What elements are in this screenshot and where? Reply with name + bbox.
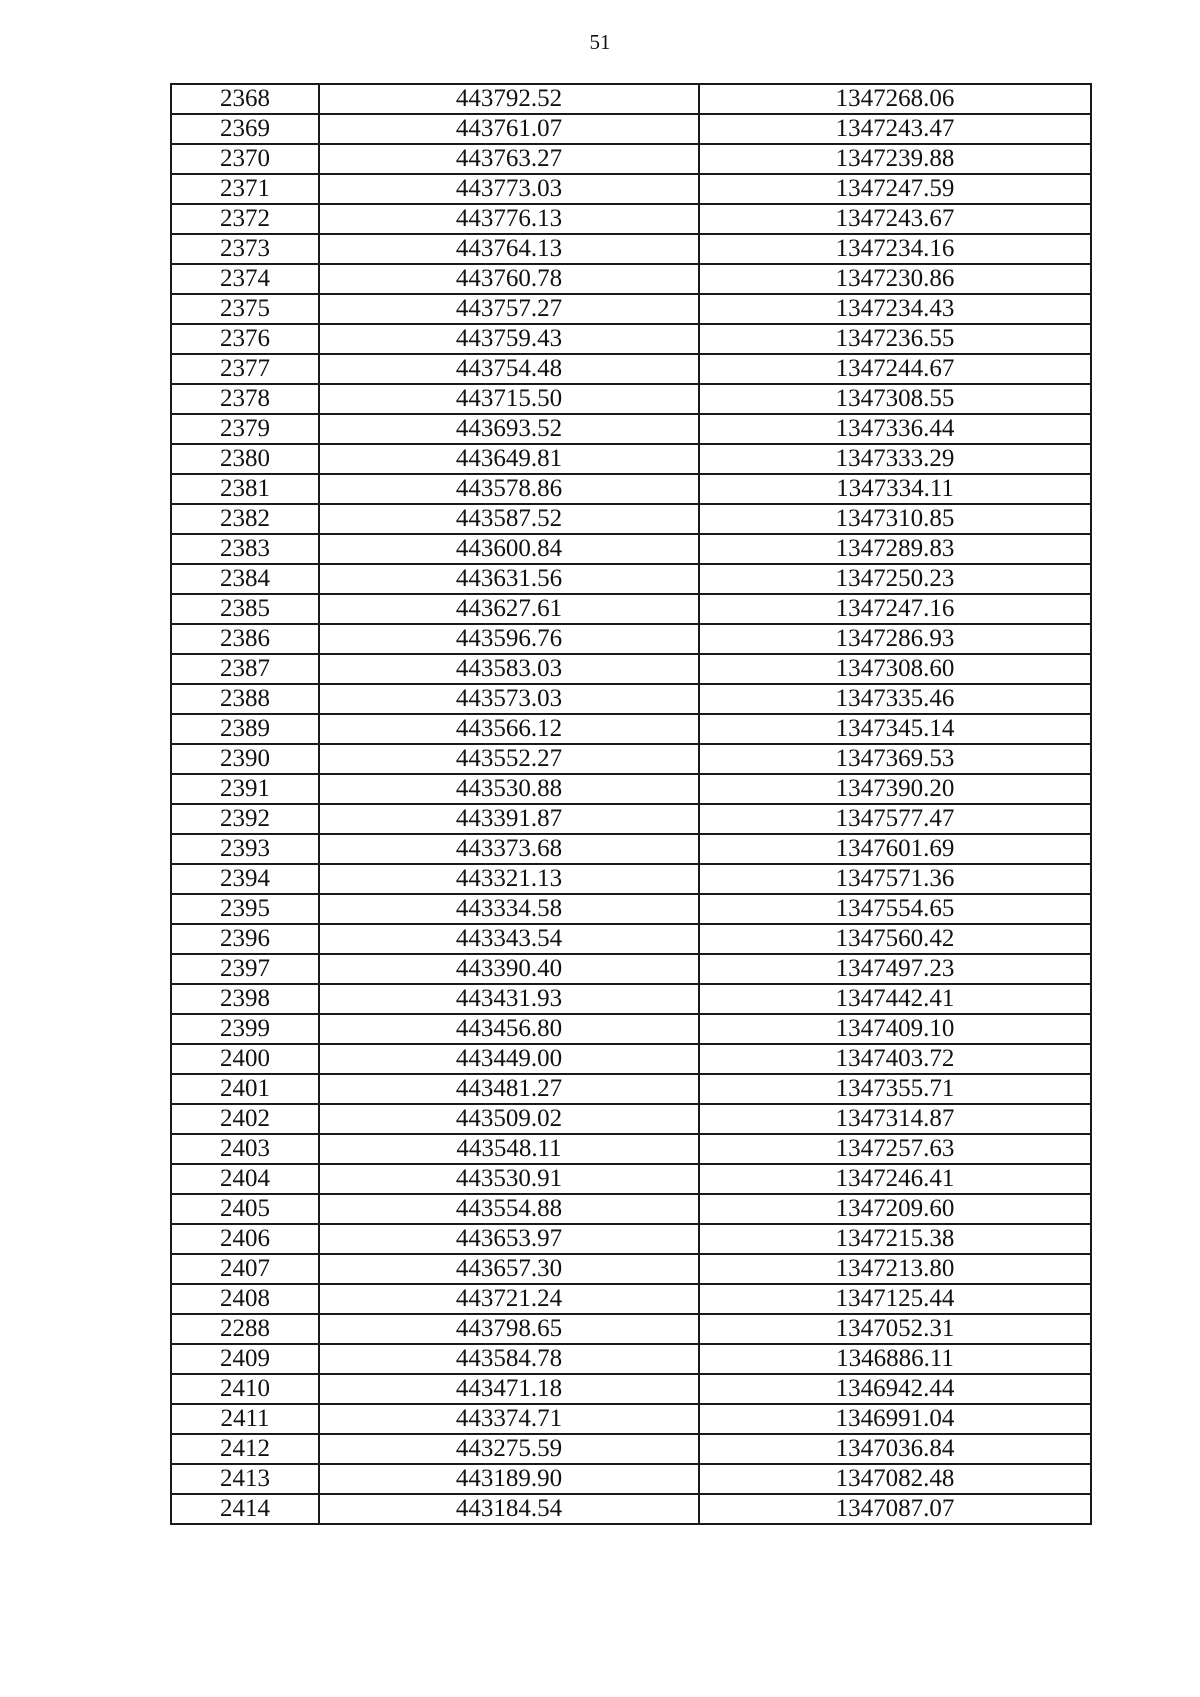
y-coordinate-cell: 1347403.72 — [699, 1044, 1091, 1074]
point-number-cell: 2414 — [171, 1494, 319, 1524]
table-row — [171, 624, 1091, 654]
table-row — [171, 1104, 1091, 1134]
x-coordinate-cell: 443391.87 — [319, 804, 699, 834]
point-number-cell: 2373 — [171, 234, 319, 264]
y-coordinate-cell: 1347234.43 — [699, 294, 1091, 324]
y-coordinate-cell: 1347236.55 — [699, 324, 1091, 354]
x-coordinate-cell: 443649.81 — [319, 444, 699, 474]
x-coordinate-cell: 443798.65 — [319, 1314, 699, 1344]
x-coordinate-cell: 443554.88 — [319, 1194, 699, 1224]
point-number-cell: 2403 — [171, 1134, 319, 1164]
y-coordinate-cell: 1347243.47 — [699, 114, 1091, 144]
point-number-cell: 2399 — [171, 1014, 319, 1044]
x-coordinate-cell: 443189.90 — [319, 1464, 699, 1494]
y-coordinate-cell: 1347234.16 — [699, 234, 1091, 264]
y-coordinate-cell: 1347554.65 — [699, 894, 1091, 924]
y-coordinate-cell: 1347560.42 — [699, 924, 1091, 954]
x-coordinate-cell: 443373.68 — [319, 834, 699, 864]
table-row — [171, 1074, 1091, 1104]
table-row — [171, 1434, 1091, 1464]
y-coordinate-cell: 1347310.85 — [699, 504, 1091, 534]
point-number-cell: 2396 — [171, 924, 319, 954]
x-coordinate-cell: 443552.27 — [319, 744, 699, 774]
point-number-cell: 2371 — [171, 174, 319, 204]
x-coordinate-cell: 443773.03 — [319, 174, 699, 204]
y-coordinate-cell: 1347497.23 — [699, 954, 1091, 984]
y-coordinate-cell: 1347230.86 — [699, 264, 1091, 294]
y-coordinate-cell: 1347336.44 — [699, 414, 1091, 444]
x-coordinate-cell: 443566.12 — [319, 714, 699, 744]
y-coordinate-cell: 1347577.47 — [699, 804, 1091, 834]
point-number-cell: 2380 — [171, 444, 319, 474]
y-coordinate-cell: 1347125.44 — [699, 1284, 1091, 1314]
y-coordinate-cell: 1346991.04 — [699, 1404, 1091, 1434]
x-coordinate-cell: 443573.03 — [319, 684, 699, 714]
point-number-cell: 2413 — [171, 1464, 319, 1494]
table-row — [171, 894, 1091, 924]
x-coordinate-cell: 443530.91 — [319, 1164, 699, 1194]
x-coordinate-cell: 443481.27 — [319, 1074, 699, 1104]
table-row — [171, 1374, 1091, 1404]
point-number-cell: 2389 — [171, 714, 319, 744]
y-coordinate-cell: 1347244.67 — [699, 354, 1091, 384]
table-row — [171, 1464, 1091, 1494]
y-coordinate-cell: 1347355.71 — [699, 1074, 1091, 1104]
table-row — [171, 234, 1091, 264]
table-row — [171, 1404, 1091, 1434]
x-coordinate-cell: 443509.02 — [319, 1104, 699, 1134]
point-number-cell: 2390 — [171, 744, 319, 774]
table-row — [171, 444, 1091, 474]
y-coordinate-cell: 1347215.38 — [699, 1224, 1091, 1254]
point-number-cell: 2378 — [171, 384, 319, 414]
table-row — [171, 474, 1091, 504]
table-row — [171, 924, 1091, 954]
point-number-cell: 2381 — [171, 474, 319, 504]
table-row — [171, 744, 1091, 774]
point-number-cell: 2368 — [171, 84, 319, 114]
point-number-cell: 2288 — [171, 1314, 319, 1344]
x-coordinate-cell: 443754.48 — [319, 354, 699, 384]
point-number-cell: 2384 — [171, 564, 319, 594]
table-row — [171, 654, 1091, 684]
table-row — [171, 774, 1091, 804]
x-coordinate-cell: 443431.93 — [319, 984, 699, 1014]
x-coordinate-cell: 443390.40 — [319, 954, 699, 984]
table-row — [171, 354, 1091, 384]
point-number-cell: 2408 — [171, 1284, 319, 1314]
point-number-cell: 2409 — [171, 1344, 319, 1374]
point-number-cell: 2393 — [171, 834, 319, 864]
point-number-cell: 2388 — [171, 684, 319, 714]
table-row — [171, 414, 1091, 444]
point-number-cell: 2383 — [171, 534, 319, 564]
x-coordinate-cell: 443530.88 — [319, 774, 699, 804]
x-coordinate-cell: 443792.52 — [319, 84, 699, 114]
table-row — [171, 1194, 1091, 1224]
x-coordinate-cell: 443757.27 — [319, 294, 699, 324]
y-coordinate-cell: 1346886.11 — [699, 1344, 1091, 1374]
point-number-cell: 2412 — [171, 1434, 319, 1464]
table-row — [171, 804, 1091, 834]
point-number-cell: 2400 — [171, 1044, 319, 1074]
table-row — [171, 984, 1091, 1014]
table-row — [171, 864, 1091, 894]
table-row — [171, 594, 1091, 624]
x-coordinate-cell: 443583.03 — [319, 654, 699, 684]
point-number-cell: 2410 — [171, 1374, 319, 1404]
table-row — [171, 1014, 1091, 1044]
x-coordinate-cell: 443721.24 — [319, 1284, 699, 1314]
table-row — [171, 204, 1091, 234]
y-coordinate-cell: 1347087.07 — [699, 1494, 1091, 1524]
x-coordinate-cell: 443760.78 — [319, 264, 699, 294]
table-row — [171, 324, 1091, 354]
table-row — [171, 114, 1091, 144]
coordinate-table-body — [171, 84, 1091, 1524]
point-number-cell: 2392 — [171, 804, 319, 834]
table-row — [171, 834, 1091, 864]
y-coordinate-cell: 1347289.83 — [699, 534, 1091, 564]
x-coordinate-cell: 443374.71 — [319, 1404, 699, 1434]
y-coordinate-cell: 1347335.46 — [699, 684, 1091, 714]
table-row — [171, 1134, 1091, 1164]
x-coordinate-cell: 443584.78 — [319, 1344, 699, 1374]
y-coordinate-cell: 1347268.06 — [699, 84, 1091, 114]
table-row — [171, 1164, 1091, 1194]
x-coordinate-cell: 443653.97 — [319, 1224, 699, 1254]
table-row — [171, 1224, 1091, 1254]
point-number-cell: 2369 — [171, 114, 319, 144]
x-coordinate-cell: 443343.54 — [319, 924, 699, 954]
y-coordinate-cell: 1347036.84 — [699, 1434, 1091, 1464]
point-number-cell: 2395 — [171, 894, 319, 924]
coordinate-table — [170, 83, 1092, 1525]
x-coordinate-cell: 443657.30 — [319, 1254, 699, 1284]
x-coordinate-cell: 443763.27 — [319, 144, 699, 174]
point-number-cell: 2385 — [171, 594, 319, 624]
table-row — [171, 1044, 1091, 1074]
table-row — [171, 504, 1091, 534]
y-coordinate-cell: 1347209.60 — [699, 1194, 1091, 1224]
table-row — [171, 1254, 1091, 1284]
x-coordinate-cell: 443776.13 — [319, 204, 699, 234]
point-number-cell: 2405 — [171, 1194, 319, 1224]
table-row — [171, 1314, 1091, 1344]
table-row — [171, 294, 1091, 324]
y-coordinate-cell: 1347601.69 — [699, 834, 1091, 864]
table-row — [171, 174, 1091, 204]
x-coordinate-cell: 443578.86 — [319, 474, 699, 504]
y-coordinate-cell: 1347333.29 — [699, 444, 1091, 474]
table-row — [171, 714, 1091, 744]
point-number-cell: 2387 — [171, 654, 319, 684]
table-row — [171, 1344, 1091, 1374]
x-coordinate-cell: 443275.59 — [319, 1434, 699, 1464]
x-coordinate-cell: 443449.00 — [319, 1044, 699, 1074]
point-number-cell: 2375 — [171, 294, 319, 324]
y-coordinate-cell: 1347250.23 — [699, 564, 1091, 594]
point-number-cell: 2401 — [171, 1074, 319, 1104]
page-number: 51 — [589, 30, 611, 54]
y-coordinate-cell: 1347345.14 — [699, 714, 1091, 744]
x-coordinate-cell: 443471.18 — [319, 1374, 699, 1404]
x-coordinate-cell: 443321.13 — [319, 864, 699, 894]
table-row — [171, 84, 1091, 114]
y-coordinate-cell: 1347286.93 — [699, 624, 1091, 654]
x-coordinate-cell: 443596.76 — [319, 624, 699, 654]
y-coordinate-cell: 1347442.41 — [699, 984, 1091, 1014]
table-row — [171, 534, 1091, 564]
y-coordinate-cell: 1346942.44 — [699, 1374, 1091, 1404]
y-coordinate-cell: 1347308.60 — [699, 654, 1091, 684]
point-number-cell: 2402 — [171, 1104, 319, 1134]
point-number-cell: 2376 — [171, 324, 319, 354]
point-number-cell: 2386 — [171, 624, 319, 654]
x-coordinate-cell: 443548.11 — [319, 1134, 699, 1164]
point-number-cell: 2370 — [171, 144, 319, 174]
y-coordinate-cell: 1347243.67 — [699, 204, 1091, 234]
x-coordinate-cell: 443456.80 — [319, 1014, 699, 1044]
y-coordinate-cell: 1347246.41 — [699, 1164, 1091, 1194]
x-coordinate-cell: 443764.13 — [319, 234, 699, 264]
y-coordinate-cell: 1347213.80 — [699, 1254, 1091, 1284]
y-coordinate-cell: 1347390.20 — [699, 774, 1091, 804]
y-coordinate-cell: 1347308.55 — [699, 384, 1091, 414]
x-coordinate-cell: 443184.54 — [319, 1494, 699, 1524]
point-number-cell: 2411 — [171, 1404, 319, 1434]
x-coordinate-cell: 443631.56 — [319, 564, 699, 594]
table-row — [171, 684, 1091, 714]
table-row — [171, 144, 1091, 174]
x-coordinate-cell: 443759.43 — [319, 324, 699, 354]
point-number-cell: 2407 — [171, 1254, 319, 1284]
x-coordinate-cell: 443627.61 — [319, 594, 699, 624]
x-coordinate-cell: 443761.07 — [319, 114, 699, 144]
point-number-cell: 2398 — [171, 984, 319, 1014]
table-row — [171, 384, 1091, 414]
y-coordinate-cell: 1347082.48 — [699, 1464, 1091, 1494]
y-coordinate-cell: 1347409.10 — [699, 1014, 1091, 1044]
y-coordinate-cell: 1347571.36 — [699, 864, 1091, 894]
y-coordinate-cell: 1347314.87 — [699, 1104, 1091, 1134]
y-coordinate-cell: 1347247.59 — [699, 174, 1091, 204]
x-coordinate-cell: 443693.52 — [319, 414, 699, 444]
y-coordinate-cell: 1347369.53 — [699, 744, 1091, 774]
point-number-cell: 2397 — [171, 954, 319, 984]
x-coordinate-cell: 443334.58 — [319, 894, 699, 924]
table-row — [171, 264, 1091, 294]
y-coordinate-cell: 1347334.11 — [699, 474, 1091, 504]
x-coordinate-cell: 443587.52 — [319, 504, 699, 534]
point-number-cell: 2394 — [171, 864, 319, 894]
point-number-cell: 2374 — [171, 264, 319, 294]
table-row — [171, 1494, 1091, 1524]
point-number-cell: 2372 — [171, 204, 319, 234]
point-number-cell: 2379 — [171, 414, 319, 444]
x-coordinate-cell: 443715.50 — [319, 384, 699, 414]
point-number-cell: 2406 — [171, 1224, 319, 1254]
point-number-cell: 2377 — [171, 354, 319, 384]
point-number-cell: 2382 — [171, 504, 319, 534]
y-coordinate-cell: 1347052.31 — [699, 1314, 1091, 1344]
x-coordinate-cell: 443600.84 — [319, 534, 699, 564]
table-row — [171, 954, 1091, 984]
y-coordinate-cell: 1347257.63 — [699, 1134, 1091, 1164]
table-row — [171, 1284, 1091, 1314]
point-number-cell: 2404 — [171, 1164, 319, 1194]
point-number-cell: 2391 — [171, 774, 319, 804]
y-coordinate-cell: 1347247.16 — [699, 594, 1091, 624]
table-row — [171, 564, 1091, 594]
y-coordinate-cell: 1347239.88 — [699, 144, 1091, 174]
